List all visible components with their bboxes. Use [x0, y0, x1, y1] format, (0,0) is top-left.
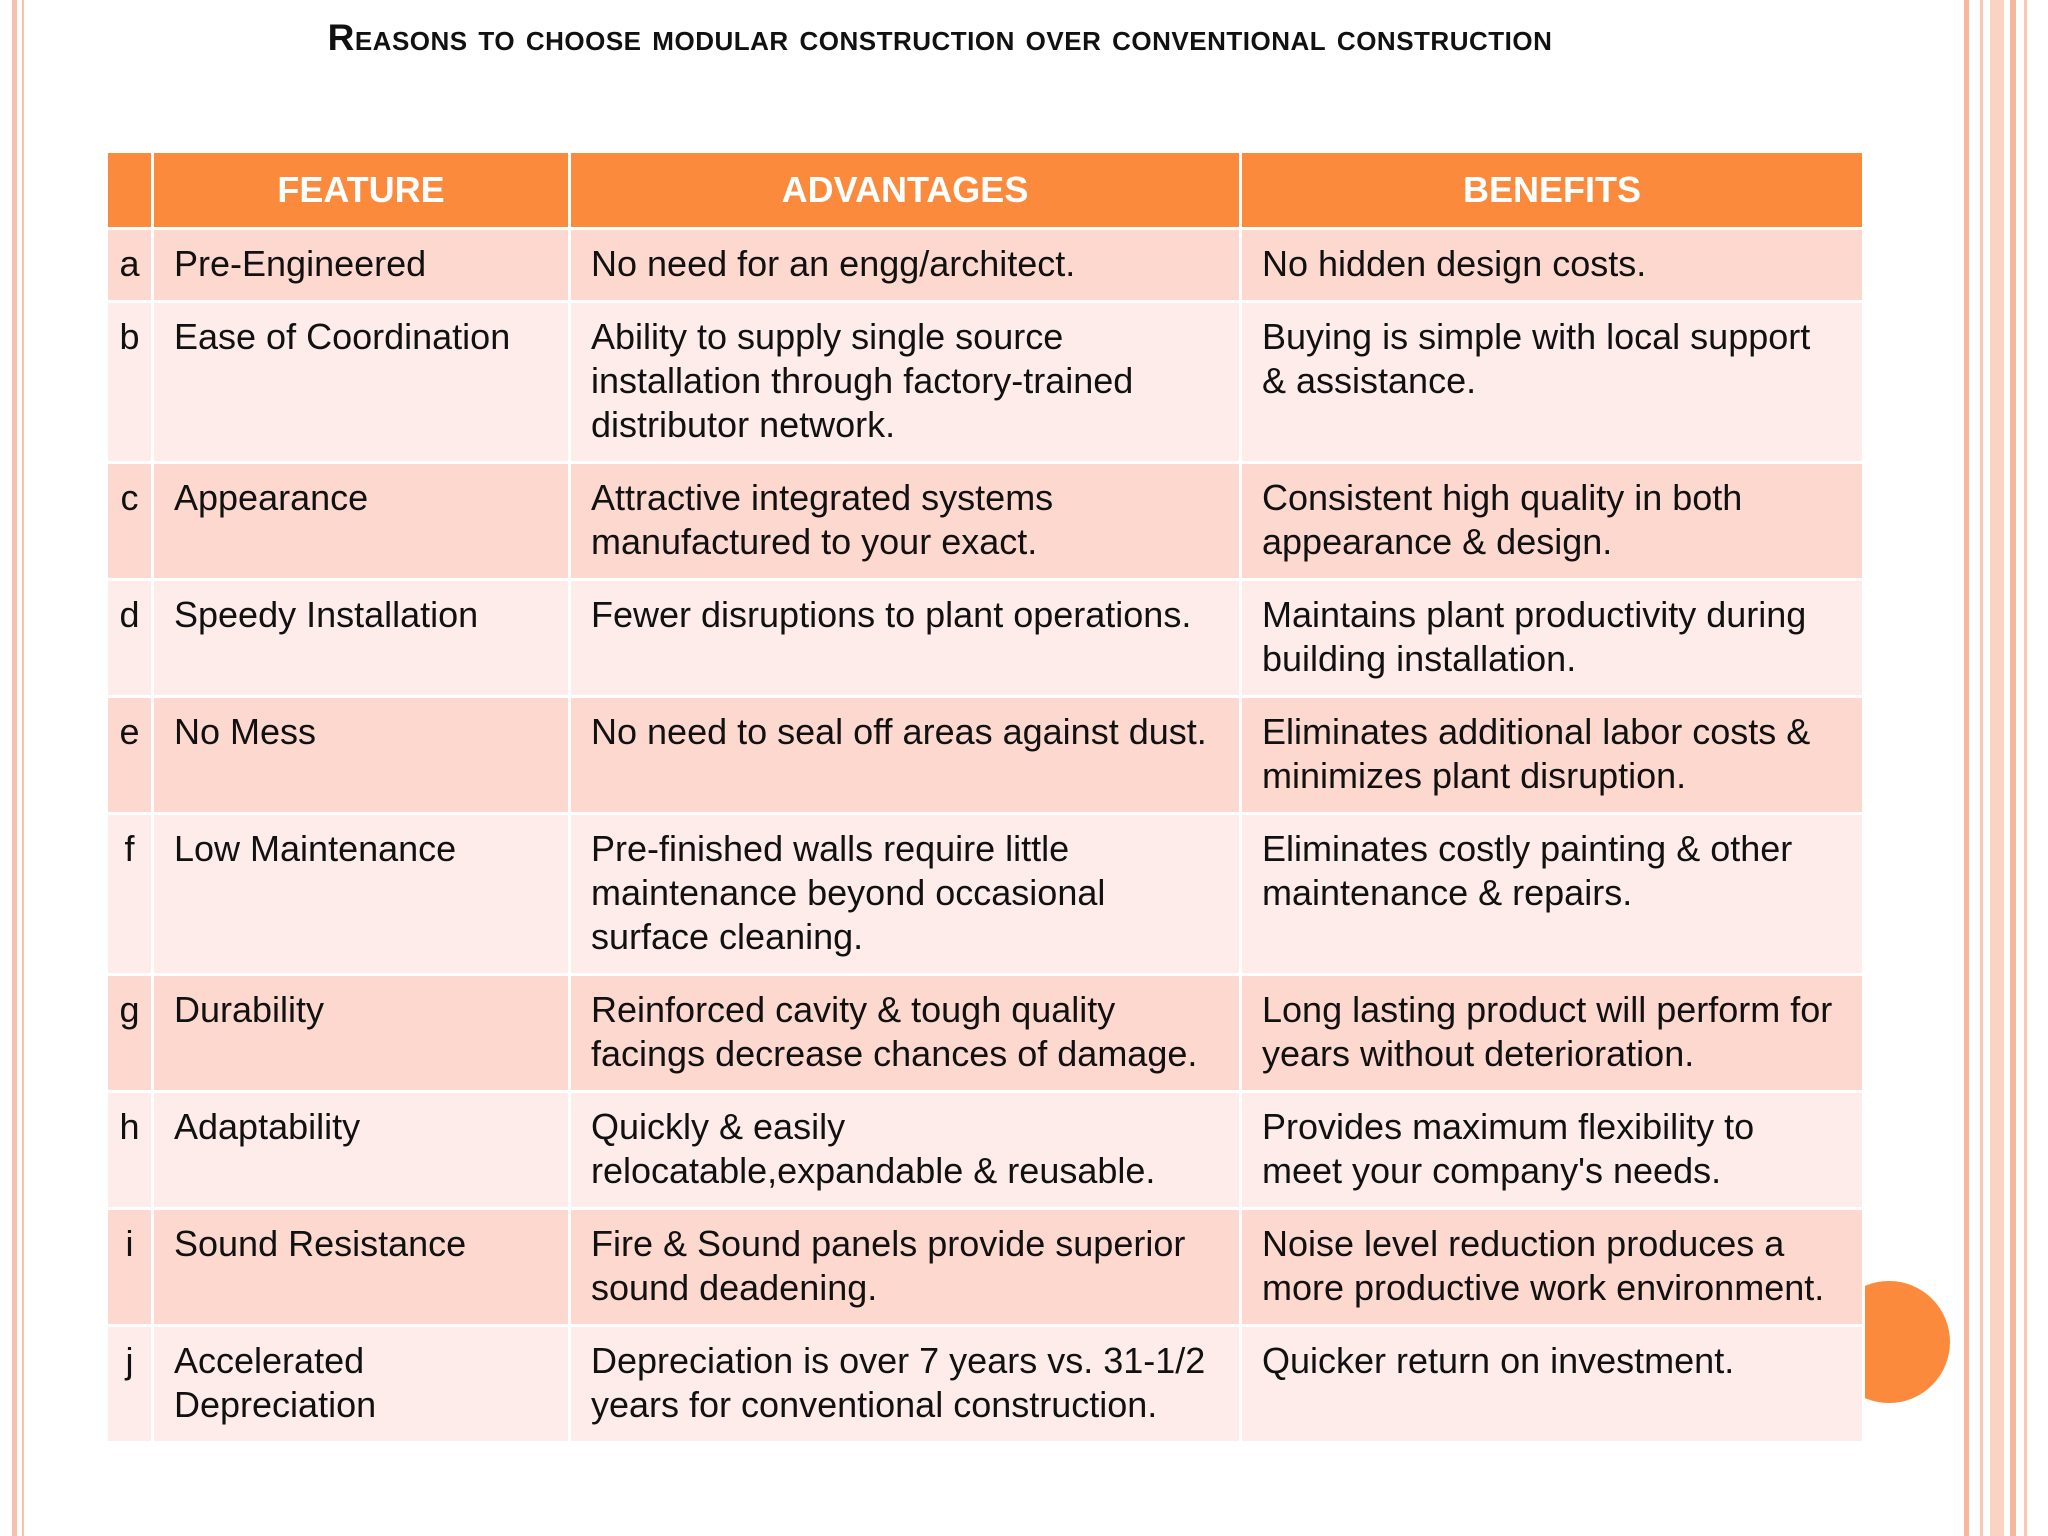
advantage-cell: No need for an engg/architect.	[570, 229, 1241, 302]
header-letter	[107, 152, 153, 229]
table-row	[107, 814, 1864, 975]
row-letter: a	[107, 229, 153, 302]
row-letter: c	[107, 463, 153, 580]
table-row	[107, 1209, 1864, 1326]
benefit-cell: Noise level reduction produces a more productive work environment.	[1241, 1209, 1864, 1326]
table-row	[107, 580, 1864, 697]
row-letter: f	[107, 814, 153, 975]
benefit-cell: Provides maximum flexibility to meet your company's needs.	[1241, 1092, 1864, 1209]
row-letter: i	[107, 1209, 153, 1326]
benefit-cell: Buying is simple with local support & assistance.	[1241, 302, 1864, 463]
table-row	[107, 1092, 1864, 1209]
benefit-cell: Consistent high quality in both appearance & design.	[1241, 463, 1864, 580]
row-letter: b	[107, 302, 153, 463]
row-letter: d	[107, 580, 153, 697]
right-border-band	[1990, 0, 2004, 1536]
right-border-line	[2010, 0, 2016, 1536]
benefit-cell: Long lasting product will perform for years without deterioration.	[1241, 975, 1864, 1092]
advantage-cell: Pre-finished walls require little maintenance beyond occasional surface cleaning.	[570, 814, 1241, 975]
benefit-cell: Eliminates additional labor costs & minimizes plant disruption.	[1241, 697, 1864, 814]
table-row	[107, 697, 1864, 814]
row-letter: h	[107, 1092, 153, 1209]
benefit-cell: Eliminates costly painting & other maintenance & repairs.	[1241, 814, 1864, 975]
advantage-cell: Depreciation is over 7 years vs. 31-1/2 years for conventional construction.	[570, 1326, 1241, 1443]
feature-cell: Low Maintenance	[153, 814, 570, 975]
table-header-row	[107, 152, 1864, 229]
benefit-cell: Maintains plant productivity during building installation.	[1241, 580, 1864, 697]
feature-cell: Speedy Installation	[153, 580, 570, 697]
left-border-line	[12, 0, 17, 1536]
row-letter: j	[107, 1326, 153, 1443]
feature-cell: Durability	[153, 975, 570, 1092]
feature-cell: No Mess	[153, 697, 570, 814]
right-border-line	[1964, 0, 1969, 1536]
table-row	[107, 302, 1864, 463]
feature-cell: Sound Resistance	[153, 1209, 570, 1326]
left-border-line-thin	[22, 0, 24, 1536]
benefit-cell: No hidden design costs.	[1241, 229, 1864, 302]
feature-cell: Appearance	[153, 463, 570, 580]
advantage-cell: Fire & Sound panels provide superior sound deadening.	[570, 1209, 1241, 1326]
table-row	[107, 1326, 1864, 1443]
slide-title: Reasons to choose modular construction over conventional construction	[327, 17, 1553, 58]
table-row	[107, 463, 1864, 580]
advantage-cell: Reinforced cavity & tough quality facings decrease chances of damage.	[570, 975, 1241, 1092]
right-border-line	[1980, 0, 1983, 1536]
header-advantages: ADVANTAGES	[570, 152, 1241, 229]
advantage-cell: Ability to supply single source installation through factory-trained distributor network.	[570, 302, 1241, 463]
table-row	[107, 229, 1864, 302]
advantage-cell: Attractive integrated systems manufactured to your exact.	[570, 463, 1241, 580]
right-border-line	[2024, 0, 2027, 1536]
feature-cell: Ease of Coordination	[153, 302, 570, 463]
advantage-cell: Fewer disruptions to plant operations.	[570, 580, 1241, 697]
advantage-cell: No need to seal off areas against dust.	[570, 697, 1241, 814]
row-letter: e	[107, 697, 153, 814]
benefit-cell: Quicker return on investment.	[1241, 1326, 1864, 1443]
header-feature: FEATURE	[153, 152, 570, 229]
feature-cell: Pre-Engineered	[153, 229, 570, 302]
feature-cell: Adaptability	[153, 1092, 570, 1209]
header-benefits: BENEFITS	[1241, 152, 1864, 229]
advantage-cell: Quickly & easily relocatable,expandable & reusable.	[570, 1092, 1241, 1209]
feature-cell: Accelerated Depreciation	[153, 1326, 570, 1443]
row-letter: g	[107, 975, 153, 1092]
comparison-table	[105, 150, 1865, 1444]
table-row	[107, 975, 1864, 1092]
